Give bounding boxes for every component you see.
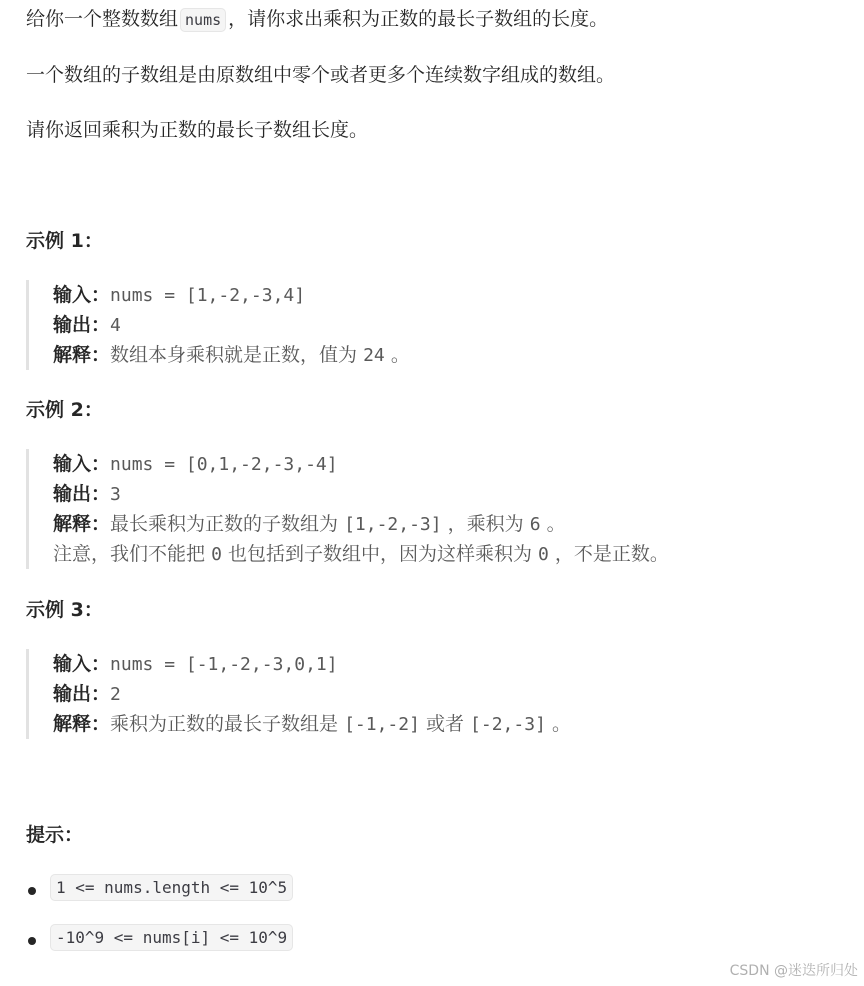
explanation-text: 。 xyxy=(390,344,410,366)
bullet-icon xyxy=(28,887,36,895)
input-value: nums = [0,1,-2,-3,-4] xyxy=(110,454,338,475)
explanation-code: 6 xyxy=(529,514,541,535)
intro-text: 给你一个整数数组 xyxy=(26,8,179,30)
input-label: 输入： xyxy=(53,453,111,475)
intro-paragraph-1 xyxy=(26,6,608,33)
explanation-label: 解释： xyxy=(53,713,111,735)
note-text: 注意，我们不能把 xyxy=(53,543,206,565)
input-label: 输入： xyxy=(53,653,111,675)
inline-code-nums: nums xyxy=(180,8,226,32)
explanation-text: 数组本身乘积就是正数，值为 xyxy=(110,344,358,366)
example-3-block xyxy=(26,649,571,739)
watermark: CSDN @迷迭所归处 xyxy=(729,963,858,979)
example-3-input xyxy=(53,649,571,679)
example-1-output xyxy=(53,310,410,340)
intro-paragraph-3: 请你返回乘积为正数的最长子数组长度。 xyxy=(26,119,369,141)
list-item xyxy=(26,928,293,978)
explanation-text: 最长乘积为正数的子数组为 xyxy=(110,513,339,535)
note-text: 也包括到子数组中，因为这样乘积为 xyxy=(227,543,532,565)
example-2-output xyxy=(53,479,669,509)
explanation-code: [-1,-2] xyxy=(344,714,420,735)
example-2-input xyxy=(53,449,669,479)
explanation-text: 。 xyxy=(551,713,571,735)
bullet-icon xyxy=(28,937,36,945)
list-item xyxy=(26,878,293,928)
output-value: 3 xyxy=(110,484,121,505)
constraint-code: 1 <= nums.length <= 10^5 xyxy=(50,874,293,901)
output-value: 4 xyxy=(110,315,121,336)
example-2-note xyxy=(53,539,669,569)
input-value: nums = [1,-2,-3,4] xyxy=(110,285,306,306)
output-value: 2 xyxy=(110,684,121,705)
example-2-title: 示例 2： xyxy=(26,399,103,421)
explanation-label: 解释： xyxy=(53,344,111,366)
example-1-block xyxy=(26,280,410,370)
explanation-code: [-2,-3] xyxy=(470,714,546,735)
example-1-input xyxy=(53,280,410,310)
note-code: 0 xyxy=(538,544,549,565)
note-code: 0 xyxy=(211,544,222,565)
explanation-text: ，乘积为 xyxy=(447,513,524,535)
explanation-text: 或者 xyxy=(425,713,464,735)
example-3-title: 示例 3： xyxy=(26,599,103,621)
constraints-list xyxy=(26,878,293,978)
explanation-text: 。 xyxy=(546,513,566,535)
explanation-code: 24 xyxy=(363,345,385,366)
example-2-block xyxy=(26,449,669,569)
explanation-label: 解释： xyxy=(53,513,111,535)
example-2-explanation xyxy=(53,509,669,539)
intro-paragraph-2: 一个数组的子数组是由原数组中零个或者更多个连续数字组成的数组。 xyxy=(26,64,616,86)
note-text: ，不是正数。 xyxy=(554,543,669,565)
intro-text: ，请你求出乘积为正数的最长子数组的长度。 xyxy=(228,8,609,30)
example-1-title: 示例 1： xyxy=(26,230,103,252)
input-label: 输入： xyxy=(53,284,111,306)
example-3-explanation xyxy=(53,709,571,739)
output-label: 输出： xyxy=(53,483,111,505)
explanation-text: 乘积为正数的最长子数组是 xyxy=(110,713,339,735)
explanation-code: [1,-2,-3] xyxy=(344,514,442,535)
example-3-output xyxy=(53,679,571,709)
hints-title: 提示： xyxy=(26,824,84,846)
input-value: nums = [-1,-2,-3,0,1] xyxy=(110,654,338,675)
output-label: 输出： xyxy=(53,683,111,705)
example-1-explanation xyxy=(53,340,410,370)
constraint-code: -10^9 <= nums[i] <= 10^9 xyxy=(50,924,293,951)
output-label: 输出： xyxy=(53,314,111,336)
